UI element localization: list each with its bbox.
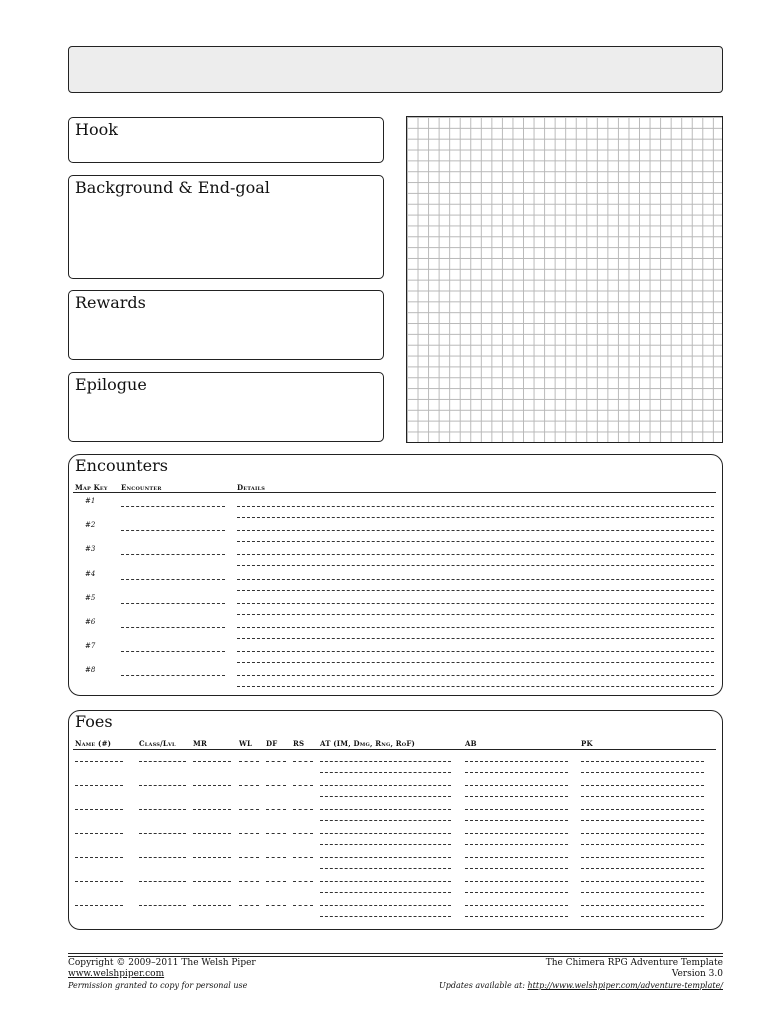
encounter-map-key: #5	[85, 593, 96, 602]
encounter-details-line[interactable]	[237, 554, 714, 555]
foe-ab-line[interactable]	[465, 881, 568, 882]
foe-rs-line[interactable]	[293, 785, 313, 786]
foe-class-line[interactable]	[139, 785, 186, 786]
encounter-details-line[interactable]	[237, 541, 714, 542]
encounter-name-line[interactable]	[121, 675, 225, 676]
foe-df-line[interactable]	[266, 809, 286, 810]
epilogue-box[interactable]	[68, 372, 384, 442]
encounter-map-key: #6	[85, 618, 96, 626]
col-df: DF	[266, 739, 278, 748]
footer-permission: Permission granted to copy for personal use	[68, 981, 248, 990]
foe-name-line[interactable]	[75, 881, 123, 882]
footer-version: Version 3.0	[671, 969, 723, 979]
foe-wl-line[interactable]	[239, 905, 259, 906]
foe-at-line[interactable]	[320, 796, 451, 797]
col-wl: WL	[239, 739, 253, 748]
foe-mr-line[interactable]	[193, 785, 231, 786]
footer-rule-top	[68, 953, 723, 954]
foe-at-line[interactable]	[320, 881, 451, 882]
foe-ab-line[interactable]	[465, 905, 568, 906]
hook-heading: Hook	[75, 120, 118, 139]
foe-at-line[interactable]	[320, 809, 451, 810]
foe-pk-line[interactable]	[581, 809, 704, 810]
foe-pk-line[interactable]	[581, 785, 704, 786]
foe-name-line[interactable]	[75, 809, 123, 810]
encounter-details-line[interactable]	[237, 675, 714, 676]
encounter-details-line[interactable]	[237, 614, 714, 615]
foe-at-line[interactable]	[320, 772, 451, 773]
foe-class-line[interactable]	[139, 881, 186, 882]
rewards-box[interactable]	[68, 290, 384, 360]
foe-mr-line[interactable]	[193, 761, 231, 762]
encounter-map-key: #1	[85, 497, 96, 505]
encounter-name-line[interactable]	[121, 579, 225, 580]
encounter-name-line[interactable]	[121, 530, 225, 531]
foes-panel	[68, 710, 723, 930]
foe-class-line[interactable]	[139, 833, 186, 834]
foe-rs-line[interactable]	[293, 881, 313, 882]
foe-class-line[interactable]	[139, 761, 186, 762]
encounter-details-line[interactable]	[237, 603, 714, 604]
encounter-details-line[interactable]	[237, 579, 714, 580]
encounter-map-key: #3	[85, 545, 96, 554]
col-at: AT (IM, Dmg, Rng, RoF)	[320, 739, 416, 748]
foe-rs-line[interactable]	[293, 905, 313, 906]
foe-at-line[interactable]	[320, 844, 451, 845]
encounter-details-line[interactable]	[237, 627, 714, 628]
foe-pk-line[interactable]	[581, 772, 704, 773]
encounter-map-key: #2	[85, 521, 96, 530]
footer-updates-link[interactable]: http://www.welshpiper.com/adventure-template/	[527, 981, 723, 990]
encounter-details-line[interactable]	[237, 530, 714, 531]
encounter-details-line[interactable]	[237, 662, 714, 663]
foe-wl-line[interactable]	[239, 761, 259, 762]
col-name: Name (#)	[75, 739, 112, 748]
encounter-name-line[interactable]	[121, 627, 225, 628]
foe-pk-line[interactable]	[581, 761, 704, 762]
foe-pk-line[interactable]	[581, 881, 704, 882]
foe-ab-line[interactable]	[465, 785, 568, 786]
foe-ab-line[interactable]	[465, 833, 568, 834]
foe-pk-line[interactable]	[581, 868, 704, 869]
footer-website-link[interactable]: www.welshpiper.com	[68, 969, 165, 979]
adventure-title-field[interactable]	[68, 46, 723, 93]
background-heading: Background & End-goal	[75, 178, 270, 197]
foe-at-line[interactable]	[320, 916, 451, 917]
foe-wl-line[interactable]	[239, 833, 259, 834]
foe-df-line[interactable]	[266, 785, 286, 786]
col-map-key: Map Key	[75, 483, 108, 492]
foe-at-line[interactable]	[320, 820, 451, 821]
col-class-lvl: Class/Lvl	[139, 739, 176, 748]
foe-at-line[interactable]	[320, 868, 451, 869]
foe-ab-line[interactable]	[465, 761, 568, 762]
foe-ab-line[interactable]	[465, 772, 568, 773]
encounter-map-key: #7	[85, 642, 96, 651]
foe-wl-line[interactable]	[239, 785, 259, 786]
foe-mr-line[interactable]	[193, 857, 231, 858]
foe-at-line[interactable]	[320, 892, 451, 893]
encounter-name-line[interactable]	[121, 651, 225, 652]
encounter-name-line[interactable]	[121, 554, 225, 555]
foe-pk-line[interactable]	[581, 796, 704, 797]
foe-mr-line[interactable]	[193, 833, 231, 834]
epilogue-heading: Epilogue	[75, 375, 147, 394]
foe-pk-line[interactable]	[581, 892, 704, 893]
foe-mr-line[interactable]	[193, 881, 231, 882]
footer-template-name: The Chimera RPG Adventure Template	[545, 958, 723, 968]
background-box[interactable]	[68, 175, 384, 279]
footer-updates	[439, 981, 723, 991]
foes-header-rule	[73, 749, 716, 750]
foe-wl-line[interactable]	[239, 881, 259, 882]
footer-updates-label: Updates available at:	[439, 981, 525, 990]
encounter-map-key: #4	[85, 569, 96, 578]
encounters-panel	[68, 454, 723, 696]
foe-df-line[interactable]	[266, 833, 286, 834]
foe-ab-line[interactable]	[465, 916, 568, 917]
foe-ab-line[interactable]	[465, 857, 568, 858]
col-mr: MR	[193, 739, 207, 748]
rewards-heading: Rewards	[75, 293, 146, 312]
col-rs: RS	[293, 739, 305, 748]
foe-wl-line[interactable]	[239, 809, 259, 810]
map-grid[interactable]	[406, 116, 723, 443]
encounter-details-line[interactable]	[237, 590, 714, 591]
hook-box[interactable]	[68, 117, 384, 163]
col-ab: AB	[465, 739, 477, 748]
foe-rs-line[interactable]	[293, 809, 313, 810]
col-pk: PK	[581, 739, 593, 748]
foe-ab-line[interactable]	[465, 820, 568, 821]
foe-class-line[interactable]	[139, 905, 186, 906]
foe-df-line[interactable]	[266, 881, 286, 882]
foe-pk-line[interactable]	[581, 916, 704, 917]
foe-df-line[interactable]	[266, 857, 286, 858]
foe-ab-line[interactable]	[465, 796, 568, 797]
encounter-details-line[interactable]	[237, 517, 714, 518]
footer-copyright: Copyright © 2009–2011 The Welsh Piper	[68, 958, 256, 968]
foe-mr-line[interactable]	[193, 809, 231, 810]
foes-heading: Foes	[75, 712, 113, 731]
encounter-map-key: #8	[85, 666, 96, 675]
encounters-heading: Encounters	[75, 456, 168, 475]
foe-class-line[interactable]	[139, 809, 186, 810]
encounter-details-line[interactable]	[237, 651, 714, 652]
foe-rs-line[interactable]	[293, 857, 313, 858]
foe-at-line[interactable]	[320, 833, 451, 834]
foe-pk-line[interactable]	[581, 857, 704, 858]
foe-ab-line[interactable]	[465, 809, 568, 810]
foe-pk-line[interactable]	[581, 820, 704, 821]
foe-ab-line[interactable]	[465, 868, 568, 869]
col-details: Details	[237, 483, 266, 492]
foe-df-line[interactable]	[266, 761, 286, 762]
encounters-header-rule	[73, 492, 716, 493]
col-encounter: Encounter	[121, 483, 162, 492]
foe-ab-line[interactable]	[465, 892, 568, 893]
foe-wl-line[interactable]	[239, 857, 259, 858]
foe-pk-line[interactable]	[581, 844, 704, 845]
foe-rs-line[interactable]	[293, 833, 313, 834]
foe-name-line[interactable]	[75, 857, 123, 858]
encounter-details-line[interactable]	[237, 686, 714, 687]
foe-at-line[interactable]	[320, 857, 451, 858]
foe-df-line[interactable]	[266, 905, 286, 906]
footer-rule-bottom	[68, 956, 723, 957]
foe-pk-line[interactable]	[581, 833, 704, 834]
foe-at-line[interactable]	[320, 905, 451, 906]
encounter-details-line[interactable]	[237, 506, 714, 507]
encounter-name-line[interactable]	[121, 506, 225, 507]
foe-name-line[interactable]	[75, 761, 123, 762]
foe-ab-line[interactable]	[465, 844, 568, 845]
encounter-details-line[interactable]	[237, 638, 714, 639]
foe-name-line[interactable]	[75, 905, 123, 906]
foe-mr-line[interactable]	[193, 905, 231, 906]
encounter-details-line[interactable]	[237, 565, 714, 566]
encounter-name-line[interactable]	[121, 603, 225, 604]
foe-pk-line[interactable]	[581, 905, 704, 906]
foe-name-line[interactable]	[75, 785, 123, 786]
foe-class-line[interactable]	[139, 857, 186, 858]
foe-at-line[interactable]	[320, 761, 451, 762]
foe-rs-line[interactable]	[293, 761, 313, 762]
foe-at-line[interactable]	[320, 785, 451, 786]
foe-name-line[interactable]	[75, 833, 123, 834]
